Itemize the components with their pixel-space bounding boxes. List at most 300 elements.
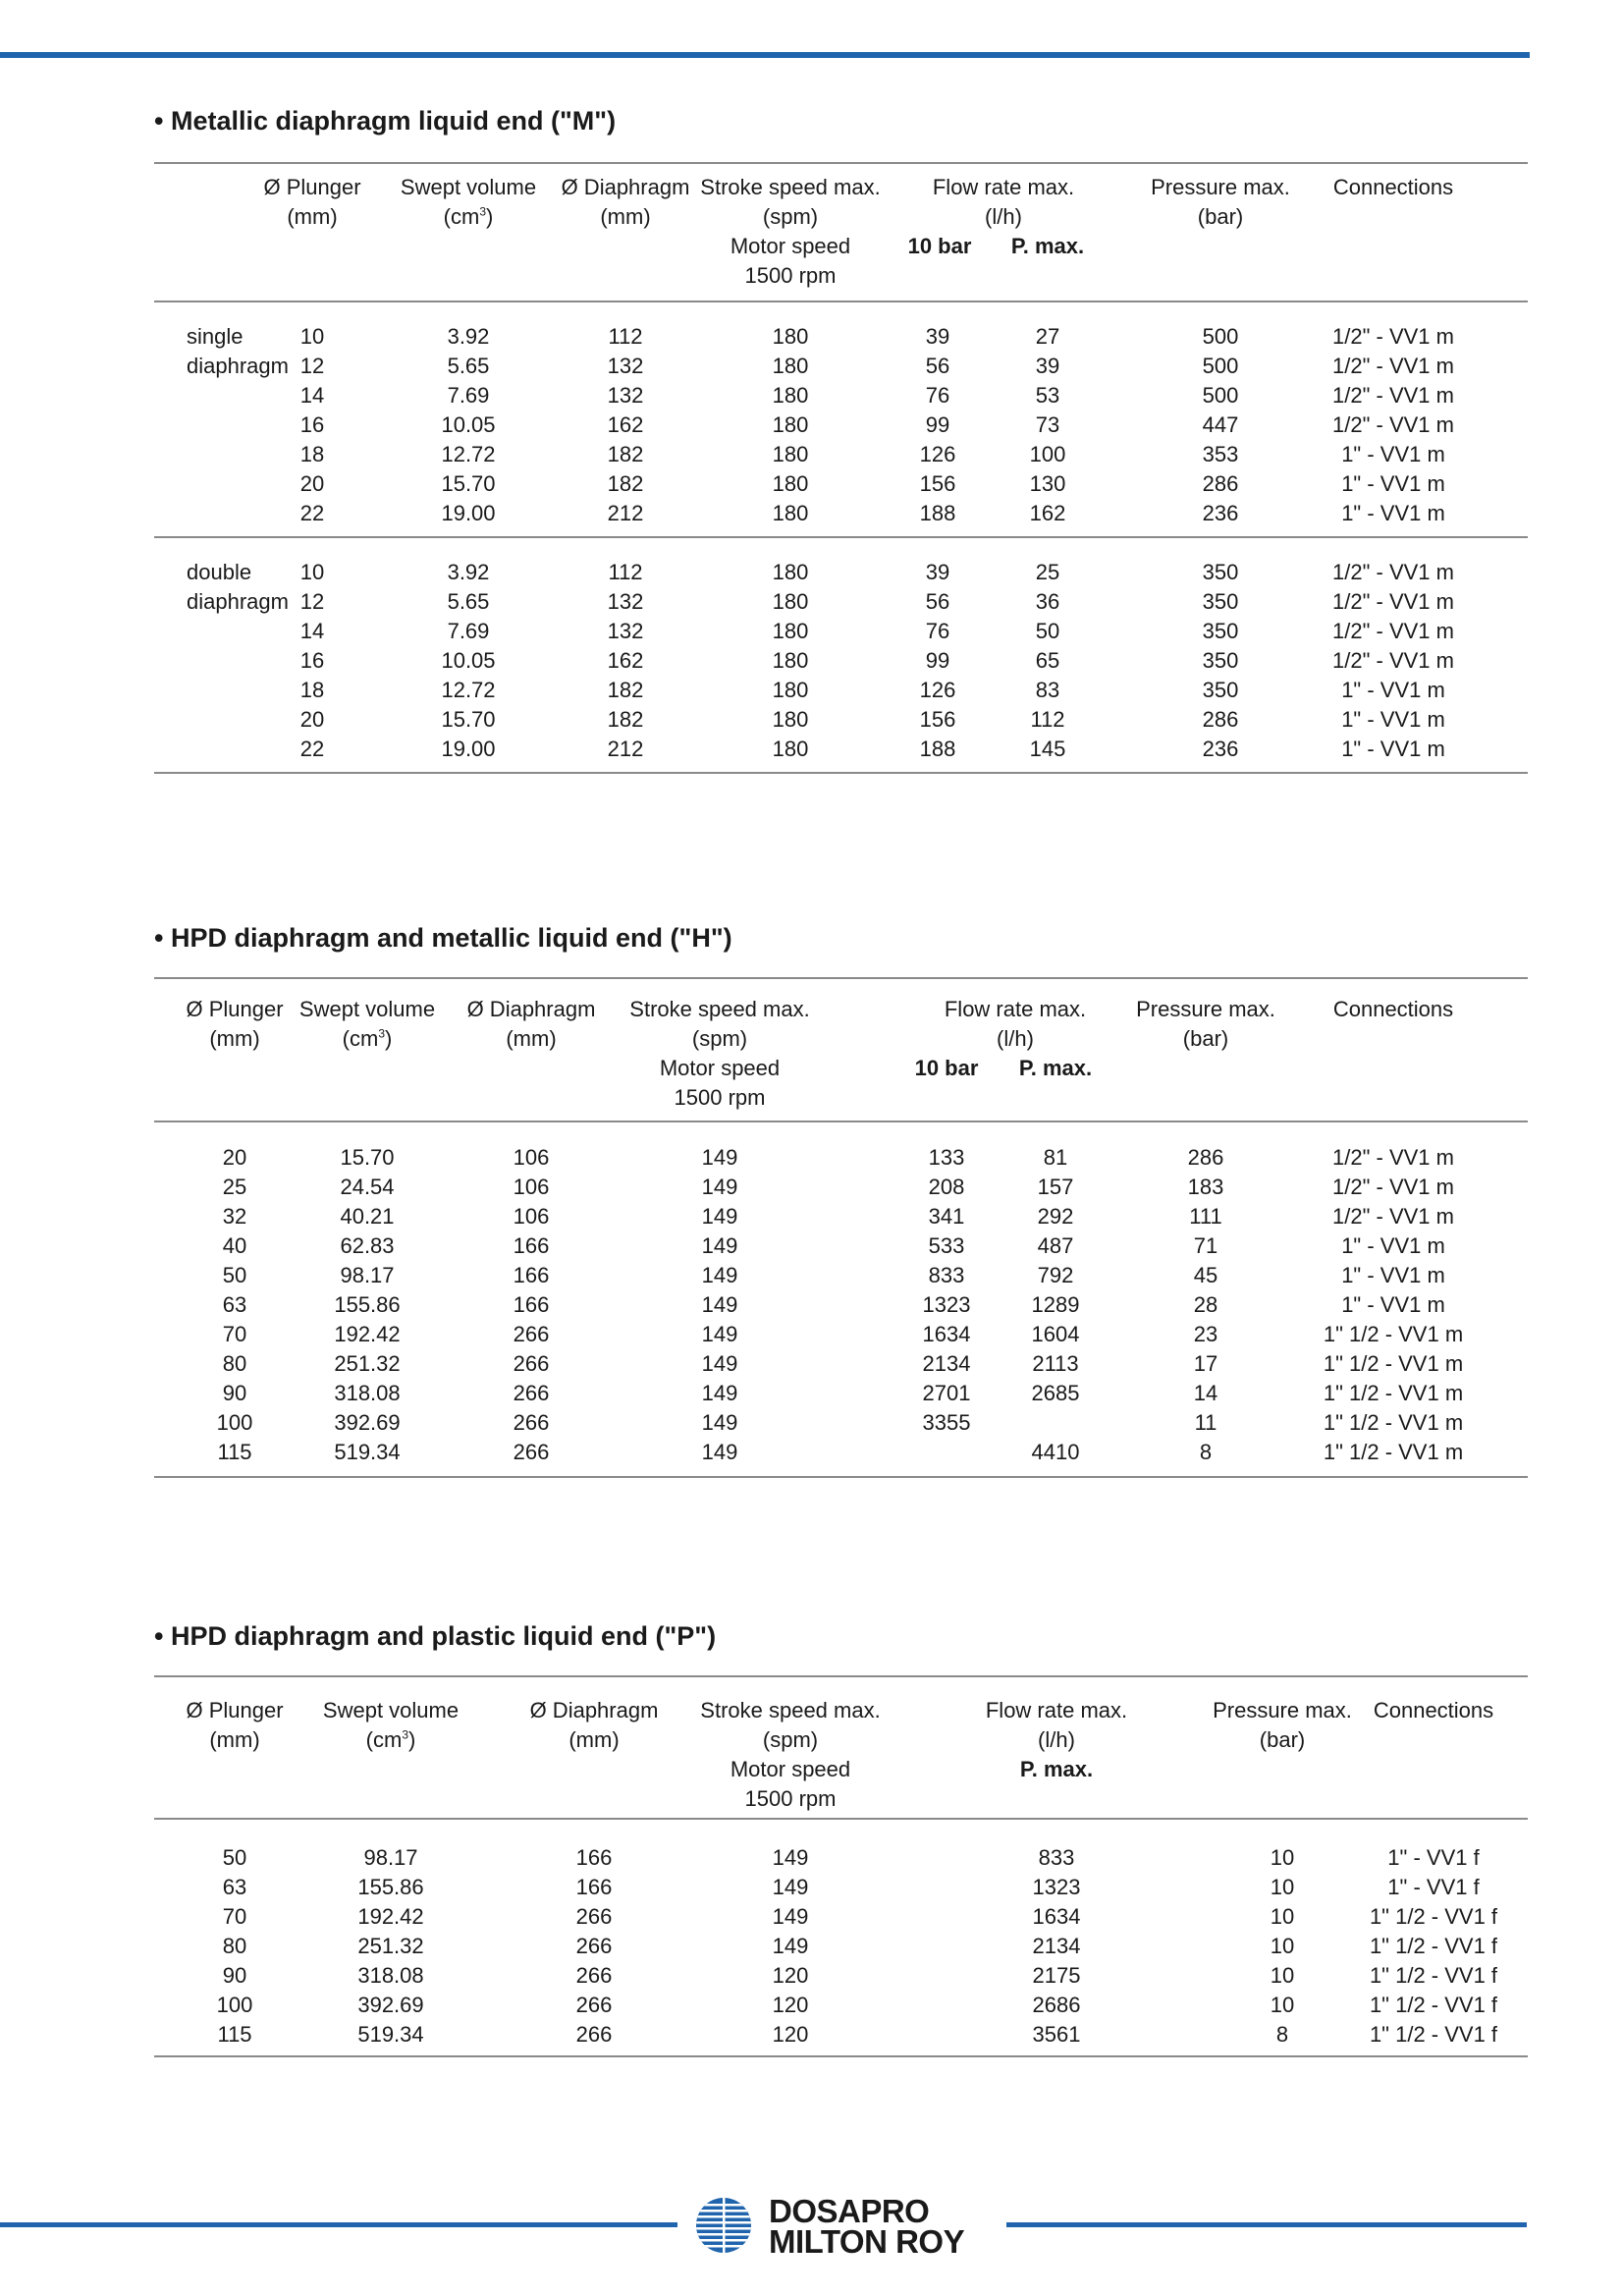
column-header: (mm): [287, 204, 338, 229]
table-cell: 149: [701, 1322, 738, 1346]
table-rule: [154, 536, 1528, 538]
table-cell: 99: [925, 648, 950, 673]
table-cell: 90: [222, 1381, 247, 1405]
table-cell: 2175: [1032, 1963, 1081, 1988]
table-cell: 1" 1/2 - VV1 m: [1323, 1351, 1464, 1376]
column-header: (l/h): [1038, 1727, 1075, 1752]
table-cell: 182: [607, 678, 644, 702]
column-header: (mm): [506, 1026, 557, 1051]
table-cell: 1323: [1032, 1875, 1081, 1899]
table-cell: 212: [607, 501, 644, 525]
table-cell: 1" - VV1 m: [1341, 442, 1445, 466]
table-cell: 166: [513, 1233, 550, 1258]
column-header: Motor speed: [730, 234, 851, 258]
table-cell: 12: [299, 589, 325, 614]
table-cell: 130: [1029, 471, 1066, 496]
table-cell: 71: [1193, 1233, 1218, 1258]
column-subheader: P. max.: [1019, 1757, 1094, 1781]
table-cell: 45: [1193, 1263, 1218, 1287]
row-group-label: double: [187, 560, 252, 584]
table-cell: 76: [925, 383, 950, 408]
column-header: (mm): [209, 1026, 260, 1051]
table-cell: 132: [607, 619, 644, 643]
column-header: (bar): [1259, 1727, 1306, 1752]
table-cell: 149: [701, 1204, 738, 1229]
table-cell: 392.69: [357, 1993, 424, 2017]
table-cell: 1" 1/2 - VV1 m: [1323, 1381, 1464, 1405]
table-cell: 25: [1035, 560, 1060, 584]
table-cell: 20: [299, 471, 325, 496]
table-cell: 183: [1187, 1175, 1224, 1199]
table-cell: 100: [1029, 442, 1066, 466]
table-cell: 180: [772, 648, 809, 673]
table-cell: 266: [513, 1440, 550, 1464]
table-cell: 1323: [922, 1292, 971, 1317]
table-cell: 1" - VV1 m: [1341, 678, 1445, 702]
table-cell: 236: [1202, 737, 1239, 761]
table-cell: 500: [1202, 383, 1239, 408]
table-rule: [154, 2055, 1528, 2057]
table-cell: 39: [925, 324, 950, 349]
table-cell: 266: [575, 1904, 613, 1929]
table-cell: 162: [607, 412, 644, 437]
table-cell: 40.21: [340, 1204, 395, 1229]
table-cell: 83: [1035, 678, 1060, 702]
table-cell: 81: [1043, 1145, 1068, 1170]
column-header: Stroke speed max.: [700, 1698, 881, 1722]
table-cell: 10: [299, 324, 325, 349]
table-cell: 166: [575, 1875, 613, 1899]
column-header: Connections: [1332, 175, 1454, 199]
table-cell: 1" 1/2 - VV1 m: [1323, 1440, 1464, 1464]
row-group-label: diaphragm: [187, 354, 289, 378]
table-cell: 162: [1029, 501, 1066, 525]
table-cell: 149: [701, 1175, 738, 1199]
table-cell: 80: [222, 1351, 247, 1376]
table-cell: 5.65: [447, 354, 490, 378]
table-cell: 16: [299, 648, 325, 673]
table-cell: 2113: [1032, 1351, 1079, 1376]
table-cell: 7.69: [447, 383, 490, 408]
table-cell: 2686: [1032, 1993, 1081, 2017]
table-cell: 180: [772, 501, 809, 525]
table-cell: 1/2" - VV1 m: [1332, 412, 1454, 437]
table-cell: 192.42: [357, 1904, 424, 1929]
table-cell: 80: [222, 1934, 247, 1958]
column-header: Pressure max.: [1136, 997, 1275, 1021]
table-cell: 18: [299, 678, 325, 702]
table-cell: 266: [575, 2022, 613, 2047]
table-cell: 145: [1029, 737, 1066, 761]
column-header: Flow rate max.: [985, 1698, 1128, 1722]
table-cell: 10: [1270, 1963, 1295, 1988]
table-cell: 156: [919, 471, 956, 496]
table-cell: 180: [772, 412, 809, 437]
table-cell: 487: [1037, 1233, 1074, 1258]
table-cell: 3355: [922, 1410, 971, 1435]
table-cell: 10: [299, 560, 325, 584]
table-cell: 4410: [1031, 1440, 1080, 1464]
table-cell: 149: [701, 1233, 738, 1258]
table-cell: 63: [222, 1875, 247, 1899]
table-cell: 182: [607, 707, 644, 732]
table-cell: 73: [1035, 412, 1060, 437]
table-cell: 112: [608, 560, 643, 584]
table-cell: 350: [1202, 678, 1239, 702]
table-cell: 111: [1189, 1204, 1222, 1229]
table-cell: 286: [1202, 471, 1239, 496]
column-header: 1500 rpm: [674, 1085, 766, 1110]
table-cell: 10: [1270, 1904, 1295, 1929]
table-cell: 1" - VV1 m: [1341, 737, 1445, 761]
table-cell: 22: [299, 737, 325, 761]
table-cell: 292: [1037, 1204, 1074, 1229]
table-cell: 149: [772, 1845, 809, 1870]
table-cell: 266: [513, 1410, 550, 1435]
table-cell: 132: [607, 589, 644, 614]
table-cell: 350: [1202, 589, 1239, 614]
column-header: Flow rate max.: [932, 175, 1075, 199]
table-cell: 8: [1199, 1440, 1213, 1464]
table-cell: 149: [772, 1934, 809, 1958]
table-cell: 519.34: [334, 1440, 401, 1464]
table-cell: 180: [772, 383, 809, 408]
table-cell: 10: [1270, 1934, 1295, 1958]
table-cell: 100: [216, 1993, 253, 2017]
table-cell: 1/2" - VV1 m: [1332, 589, 1454, 614]
section-title-p: • HPD diaphragm and plastic liquid end ("P"): [154, 1621, 717, 1651]
table-cell: 166: [513, 1263, 550, 1287]
table-cell: 10: [1270, 1875, 1295, 1899]
table-cell: 14: [299, 383, 325, 408]
table-cell: 266: [575, 1934, 613, 1958]
column-header: 1500 rpm: [744, 1786, 837, 1811]
table-cell: 286: [1187, 1145, 1224, 1170]
table-cell: 180: [772, 442, 809, 466]
table-cell: 8: [1275, 2022, 1289, 2047]
table-cell: 70: [222, 1904, 247, 1929]
table-cell: 19.00: [441, 737, 496, 761]
table-cell: 12: [299, 354, 325, 378]
table-cell: 14: [299, 619, 325, 643]
table-cell: 1" - VV1 m: [1341, 1233, 1445, 1258]
table-cell: 251.32: [334, 1351, 401, 1376]
table-cell: 266: [575, 1993, 613, 2017]
table-cell: 16: [299, 412, 325, 437]
table-rule: [154, 977, 1528, 979]
table-cell: 162: [607, 648, 644, 673]
column-header: (mm): [209, 1727, 260, 1752]
table-cell: 14: [1193, 1381, 1218, 1405]
column-header: Ø Diaphragm: [561, 175, 690, 199]
column-header: Stroke speed max.: [700, 175, 881, 199]
table-cell: 65: [1035, 648, 1060, 673]
table-cell: 180: [772, 354, 809, 378]
brand-name-line1: DOSAPRO: [769, 2193, 930, 2229]
column-header: Ø Plunger: [186, 1698, 284, 1722]
table-cell: 40: [222, 1233, 247, 1258]
table-cell: 149: [772, 1904, 809, 1929]
table-cell: 1/2" - VV1 m: [1332, 324, 1454, 349]
table-cell: 149: [701, 1440, 738, 1464]
column-header: Swept volume: [298, 997, 436, 1021]
table-cell: 56: [925, 589, 950, 614]
table-cell: 182: [607, 442, 644, 466]
section-title-h: • HPD diaphragm and metallic liquid end ("H"): [154, 923, 732, 953]
table-cell: 50: [222, 1263, 247, 1287]
table-rule: [154, 162, 1528, 164]
column-header: (spm): [762, 1727, 819, 1752]
table-cell: 24.54: [340, 1175, 395, 1199]
table-cell: 500: [1202, 324, 1239, 349]
table-cell: 155.86: [357, 1875, 424, 1899]
table-rule: [154, 772, 1528, 774]
table-cell: 149: [701, 1263, 738, 1287]
table-cell: 500: [1202, 354, 1239, 378]
table-cell: 149: [701, 1292, 738, 1317]
table-rule: [154, 1675, 1528, 1677]
table-cell: 39: [925, 560, 950, 584]
table-cell: 12.72: [441, 442, 496, 466]
table-cell: 106: [513, 1175, 550, 1199]
table-cell: 155.86: [334, 1292, 401, 1317]
table-cell: 1" 1/2 - VV1 f: [1369, 1934, 1498, 1958]
column-header: (mm): [568, 1727, 620, 1752]
table-cell: 76: [925, 619, 950, 643]
table-cell: 112: [1030, 707, 1065, 732]
column-header: Pressure max.: [1151, 175, 1290, 199]
table-cell: 17: [1193, 1351, 1218, 1376]
table-cell: 18: [299, 442, 325, 466]
table-cell: 2701: [922, 1381, 971, 1405]
table-cell: 62.83: [340, 1233, 395, 1258]
table-cell: 180: [772, 737, 809, 761]
table-cell: 833: [928, 1263, 965, 1287]
table-cell: 149: [701, 1145, 738, 1170]
table-cell: 353: [1202, 442, 1239, 466]
table-cell: 166: [513, 1292, 550, 1317]
table-cell: 180: [772, 589, 809, 614]
table-cell: 180: [772, 619, 809, 643]
column-header: (bar): [1182, 1026, 1229, 1051]
column-header: (l/h): [997, 1026, 1034, 1051]
table-cell: 182: [607, 471, 644, 496]
top-accent-bar: [0, 52, 1530, 58]
table-cell: 156: [919, 707, 956, 732]
column-header: Swept volume: [322, 1698, 460, 1722]
table-cell: 7.69: [447, 619, 490, 643]
column-header: Ø Plunger: [263, 175, 361, 199]
table-cell: 1" - VV1 f: [1387, 1845, 1480, 1870]
table-cell: 533: [928, 1233, 965, 1258]
table-cell: 1/2" - VV1 m: [1332, 354, 1454, 378]
table-cell: 157: [1037, 1175, 1074, 1199]
table-cell: 50: [1035, 619, 1060, 643]
table-cell: 63: [222, 1292, 247, 1317]
table-cell: 1604: [1031, 1322, 1080, 1346]
table-cell: 133: [928, 1145, 965, 1170]
table-cell: 10: [1270, 1845, 1295, 1870]
table-cell: 126: [919, 678, 956, 702]
table-cell: 99: [925, 412, 950, 437]
table-cell: 3561: [1032, 2022, 1081, 2047]
table-cell: 19.00: [441, 501, 496, 525]
table-cell: 1" 1/2 - VV1 f: [1369, 2022, 1498, 2047]
table-cell: 180: [772, 707, 809, 732]
column-header: Ø Diaphragm: [466, 997, 596, 1021]
table-cell: 149: [701, 1381, 738, 1405]
table-cell: 15.70: [340, 1145, 395, 1170]
table-cell: 28: [1193, 1292, 1218, 1317]
table-rule: [154, 301, 1528, 302]
table-cell: 341: [928, 1204, 965, 1229]
table-cell: 115: [217, 1440, 252, 1464]
brand-name-line2: MILTON ROY: [769, 2223, 965, 2260]
table-cell: 1/2" - VV1 m: [1332, 619, 1454, 643]
table-cell: 120: [772, 1993, 809, 2017]
table-cell: 20: [222, 1145, 247, 1170]
section-title-m: • Metallic diaphragm liquid end ("M"): [154, 106, 617, 136]
table-rule: [154, 1818, 1528, 1820]
table-cell: 1/2" - VV1 m: [1332, 383, 1454, 408]
table-cell: 180: [772, 678, 809, 702]
table-cell: 56: [925, 354, 950, 378]
table-cell: 106: [513, 1204, 550, 1229]
table-cell: 1289: [1031, 1292, 1080, 1317]
table-cell: 20: [299, 707, 325, 732]
table-cell: 1" 1/2 - VV1 m: [1323, 1322, 1464, 1346]
column-header: (bar): [1197, 204, 1244, 229]
table-cell: 192.42: [334, 1322, 401, 1346]
table-cell: 149: [701, 1410, 738, 1435]
table-cell: 188: [919, 501, 956, 525]
table-cell: 25: [222, 1175, 247, 1199]
table-cell: 132: [607, 383, 644, 408]
table-cell: 212: [607, 737, 644, 761]
column-subheader: 10 bar: [907, 234, 972, 258]
table-cell: 149: [701, 1351, 738, 1376]
table-cell: 100: [216, 1410, 253, 1435]
column-header: Connections: [1332, 997, 1454, 1021]
column-header: 1500 rpm: [744, 263, 837, 288]
table-cell: 10.05: [441, 648, 496, 673]
table-cell: 15.70: [441, 471, 496, 496]
table-cell: 115: [217, 2022, 252, 2047]
table-rule: [154, 1121, 1528, 1122]
table-cell: 98.17: [363, 1845, 418, 1870]
column-subheader: P. max.: [1018, 1056, 1093, 1080]
table-cell: 350: [1202, 648, 1239, 673]
table-cell: 1/2" - VV1 m: [1332, 1145, 1454, 1170]
table-cell: 1" 1/2 - VV1 f: [1369, 1963, 1498, 1988]
table-cell: 53: [1035, 383, 1060, 408]
table-cell: 27: [1035, 324, 1060, 349]
table-cell: 11: [1194, 1410, 1217, 1435]
table-cell: 2685: [1031, 1381, 1080, 1405]
table-cell: 1" - VV1 f: [1387, 1875, 1480, 1899]
table-cell: 10: [1270, 1993, 1295, 2017]
row-group-label: diaphragm: [187, 589, 289, 614]
column-header: (l/h): [985, 204, 1022, 229]
table-cell: 1" - VV1 m: [1341, 501, 1445, 525]
table-cell: 1" 1/2 - VV1 f: [1369, 1993, 1498, 2017]
table-cell: 12.72: [441, 678, 496, 702]
table-cell: 120: [772, 1963, 809, 1988]
table-cell: 10.05: [441, 412, 496, 437]
column-header: Motor speed: [730, 1757, 851, 1781]
table-cell: 519.34: [357, 2022, 424, 2047]
column-header: $(cm^3)$: [365, 1727, 416, 1752]
table-cell: 180: [772, 324, 809, 349]
column-header: Ø Plunger: [186, 997, 284, 1021]
column-header: Stroke speed max.: [629, 997, 810, 1021]
column-header: Connections: [1373, 1698, 1494, 1722]
table-cell: 23: [1193, 1322, 1218, 1346]
table-cell: 98.17: [340, 1263, 395, 1287]
table-cell: 236: [1202, 501, 1239, 525]
table-cell: 106: [513, 1145, 550, 1170]
table-cell: 50: [222, 1845, 247, 1870]
table-cell: 126: [919, 442, 956, 466]
table-cell: 1/2" - VV1 m: [1332, 648, 1454, 673]
column-subheader: P. max.: [1010, 234, 1085, 258]
table-cell: 318.08: [334, 1381, 401, 1405]
column-header: $(cm^3)$: [342, 1026, 393, 1051]
table-cell: 90: [222, 1963, 247, 1988]
table-cell: 1/2" - VV1 m: [1332, 1204, 1454, 1229]
table-cell: 1/2" - VV1 m: [1332, 1175, 1454, 1199]
table-cell: 350: [1202, 619, 1239, 643]
table-cell: 318.08: [357, 1963, 424, 1988]
table-cell: 32: [222, 1204, 247, 1229]
table-cell: 266: [575, 1963, 613, 1988]
table-cell: 15.70: [441, 707, 496, 732]
table-cell: 1/2" - VV1 m: [1332, 560, 1454, 584]
column-header: (spm): [691, 1026, 748, 1051]
table-cell: 188: [919, 737, 956, 761]
table-cell: 22: [299, 501, 325, 525]
table-cell: 392.69: [334, 1410, 401, 1435]
table-cell: 833: [1038, 1845, 1075, 1870]
table-cell: 1" 1/2 - VV1 f: [1369, 1904, 1498, 1929]
table-cell: 266: [513, 1322, 550, 1346]
table-cell: 5.65: [447, 589, 490, 614]
table-cell: 2134: [922, 1351, 971, 1376]
table-cell: 36: [1035, 589, 1060, 614]
table-cell: 112: [608, 324, 643, 349]
table-cell: 166: [575, 1845, 613, 1870]
table-cell: 2134: [1032, 1934, 1081, 1958]
table-rule: [154, 1476, 1528, 1478]
table-cell: 208: [928, 1175, 965, 1199]
table-cell: 792: [1037, 1263, 1074, 1287]
column-header: Swept volume: [400, 175, 537, 199]
table-cell: 3.92: [447, 324, 490, 349]
footer-accent-line-right: [1006, 2222, 1527, 2227]
table-cell: 1" - VV1 m: [1341, 1292, 1445, 1317]
table-cell: 70: [222, 1322, 247, 1346]
table-cell: 1" - VV1 m: [1341, 1263, 1445, 1287]
table-cell: 3.92: [447, 560, 490, 584]
column-header: Flow rate max.: [944, 997, 1087, 1021]
footer-accent-line-left: [0, 2222, 677, 2227]
column-header: (spm): [762, 204, 819, 229]
table-cell: 1" - VV1 m: [1341, 471, 1445, 496]
table-cell: 286: [1202, 707, 1239, 732]
table-cell: 1" - VV1 m: [1341, 707, 1445, 732]
column-header: Motor speed: [659, 1056, 781, 1080]
table-cell: 180: [772, 471, 809, 496]
